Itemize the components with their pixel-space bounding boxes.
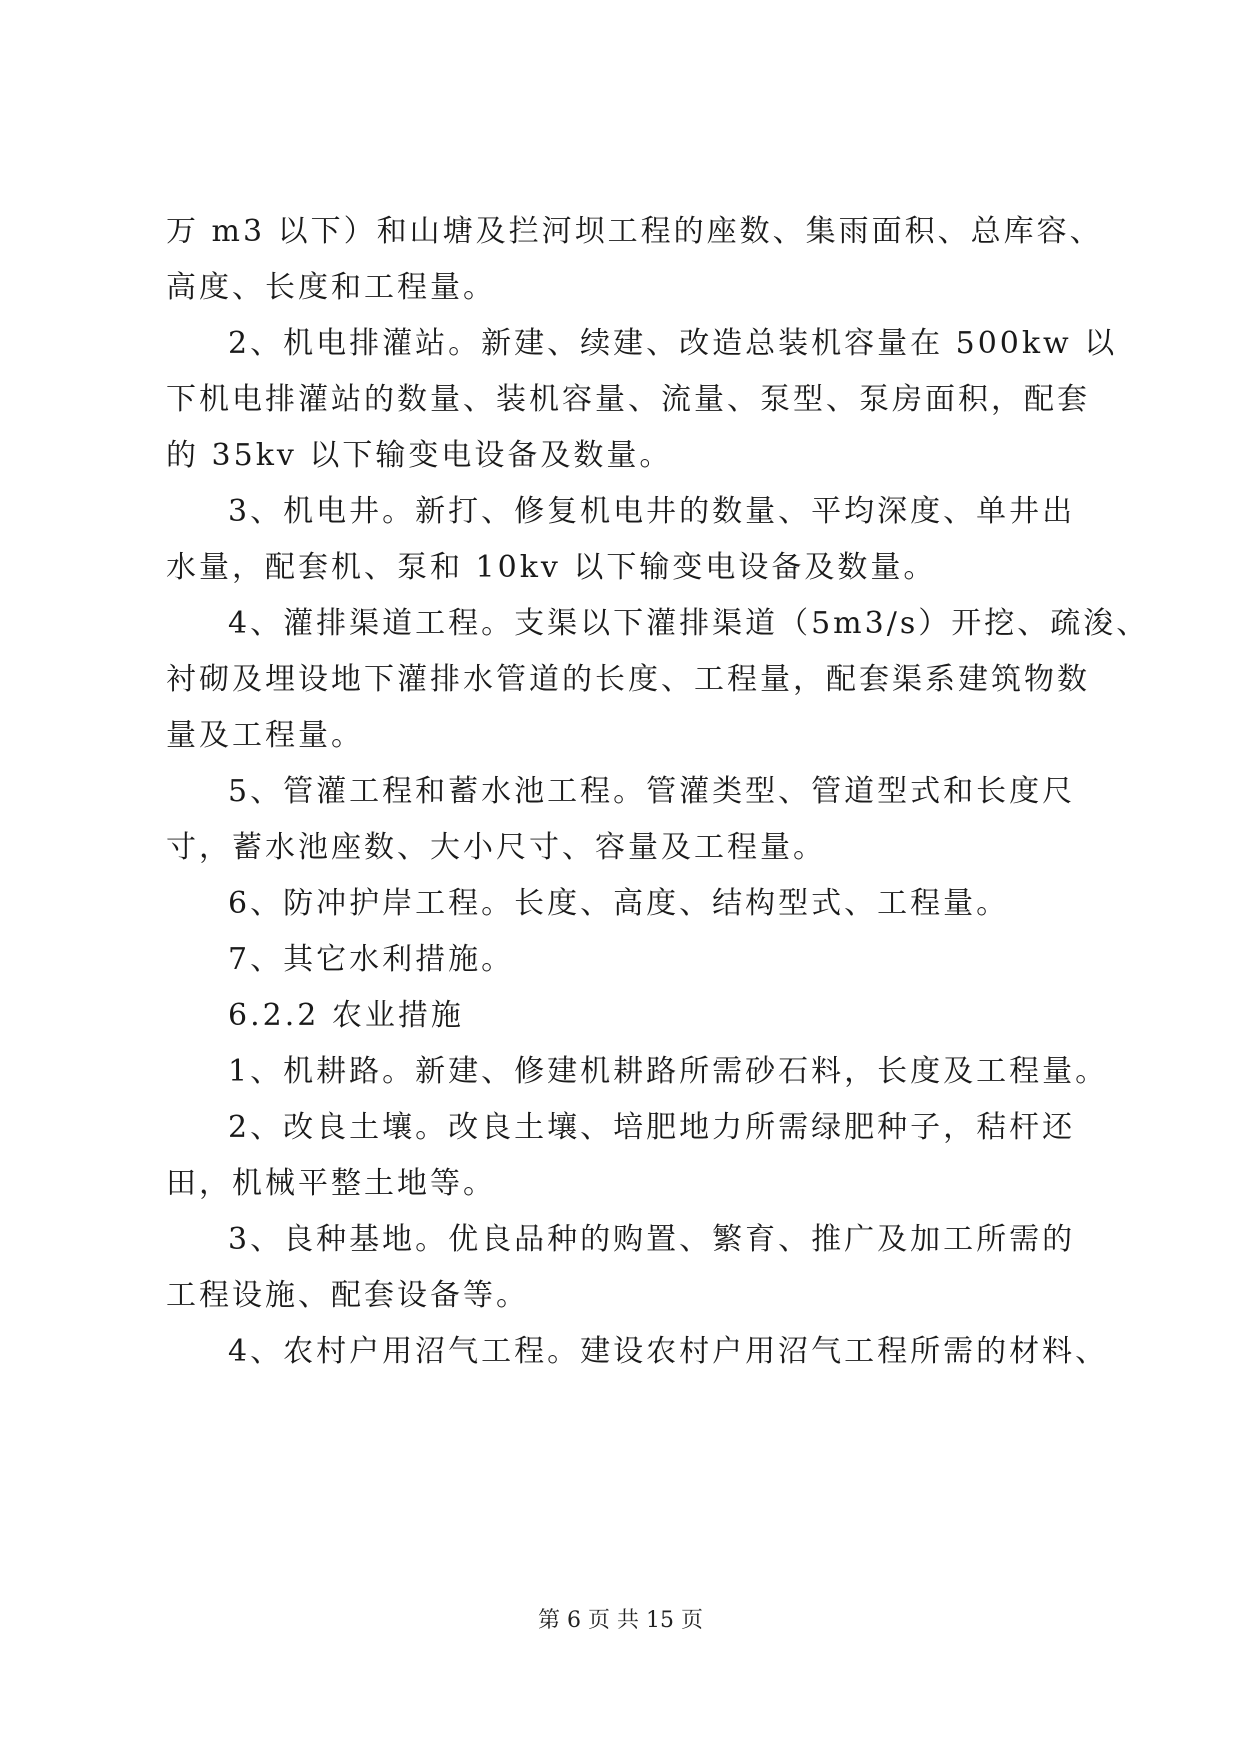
body-line: 下机电排灌站的数量、装机容量、流量、泵型、泵房面积，配套 bbox=[166, 382, 1090, 417]
body-line: 7、其它水利措施。 bbox=[228, 942, 515, 977]
body-line: 6、防冲护岸工程。长度、高度、结构型式、工程量。 bbox=[228, 886, 1010, 921]
body-line: 高度、长度和工程量。 bbox=[166, 270, 496, 305]
body-line: 3、良种基地。优良品种的购置、繁育、推广及加工所需的 bbox=[228, 1222, 1076, 1257]
body-line: 1、机耕路。新建、修建机耕路所需砂石料，长度及工程量。 bbox=[228, 1054, 1109, 1089]
body-line: 4、灌排渠道工程。支渠以下灌排渠道（5m3/s）开挖、疏浚、 bbox=[228, 606, 1150, 641]
page-number: 第 6 页 共 15 页 bbox=[538, 1608, 703, 1633]
body-line: 量及工程量。 bbox=[166, 718, 364, 753]
body-line: 田，机械平整土地等。 bbox=[166, 1166, 496, 1201]
body-line: 4、农村户用沼气工程。建设农村户用沼气工程所需的材料、 bbox=[228, 1334, 1109, 1369]
body-line: 工程设施、配套设备等。 bbox=[166, 1278, 529, 1313]
section-heading: 6.2.2 农业措施 bbox=[228, 998, 464, 1033]
body-line: 3、机电井。新打、修复机电井的数量、平均深度、单井出 bbox=[228, 494, 1076, 529]
body-line: 2、机电排灌站。新建、续建、改造总装机容量在 500kw 以 bbox=[228, 326, 1118, 361]
body-line: 5、管灌工程和蓄水池工程。管灌类型、管道型式和长度尺 bbox=[228, 774, 1076, 809]
body-line: 万 m3 以下）和山塘及拦河坝工程的座数、集雨面积、总库容、 bbox=[166, 214, 1103, 249]
body-line: 寸，蓄水池座数、大小尺寸、容量及工程量。 bbox=[166, 830, 826, 865]
body-line: 水量，配套机、泵和 10kv 以下输变电设备及数量。 bbox=[166, 550, 937, 585]
body-line: 2、改良土壤。改良土壤、培肥地力所需绿肥种子，秸杆还 bbox=[228, 1110, 1076, 1145]
body-line: 衬砌及埋设地下灌排水管道的长度、工程量，配套渠系建筑物数 bbox=[166, 662, 1090, 697]
body-line: 的 35kv 以下输变电设备及数量。 bbox=[166, 438, 673, 473]
